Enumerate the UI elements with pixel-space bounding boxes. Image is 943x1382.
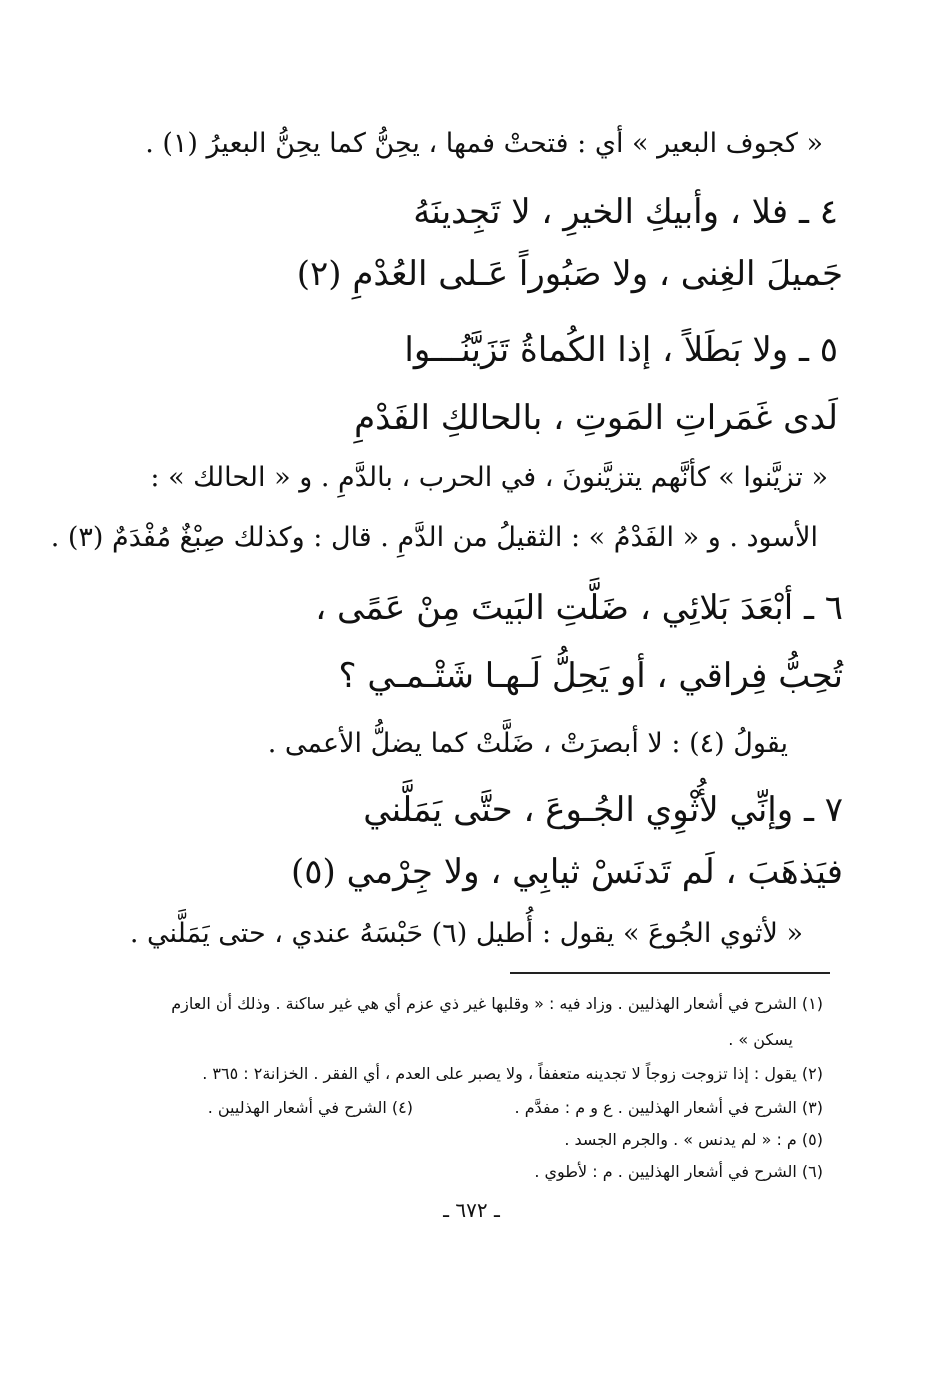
verse-6-first-half: ٦ ـ أبْعَدَ بَلائِي ، ضَلَّتِ البَيتَ مِنْ عَمًى ، <box>315 588 843 628</box>
commentary-line-2: « تزيَّنوا » كأنَّهم يتزيَّنونَ ، في الحرب ، بالدَّمِ . و « الحالك » : <box>150 462 828 493</box>
verse-6-second-half: تُحِبُّ فِراقي ، أو يَحِلُّ لَـهـا شَتْـمـي ؟ <box>338 656 843 696</box>
footnote-separator <box>510 972 830 974</box>
verse-7-second-half: فيَذهَبَ ، لَم تَدنَسْ ثيابِي ، ولا جِرْمي (٥) <box>290 852 843 892</box>
verse-4-second-half: جَميلَ الغِنى ، ولا صَبُوراً عَـلى العُدْمِ (٢) <box>296 254 843 294</box>
commentary-line-4: يقولُ (٤) : لا أبصرَتْ ، ضَلَّتْ كما يضلُّ الأعمى . <box>267 728 788 759</box>
verse-7-first-half: ٧ ـ وإنِّي لأُثْوِي الجُـوعَ ، حتَّى يَمَلَّني <box>363 790 843 830</box>
page-number: ـ ٦٧٢ ـ <box>443 1198 500 1222</box>
footnote-6: (٦) الشرح في أشعار الهذليين . م : لأطوي . <box>534 1162 823 1181</box>
footnote-1: (١) الشرح في أشعار الهذليين . وزاد فيه : « وقلبها غير ذي عزم أي هي غير ساكنة . وذلك أن العازم <box>171 994 823 1013</box>
commentary-line-1: « كجوف البعير » أي : فتحتْ فمها ، يحِنُّ كما يحِنُّ البعيرُ (١) . <box>145 128 823 159</box>
verse-5-second-half: لَدى غَمَراتِ المَوتِ ، بالحالكِ الفَدْمِ <box>354 398 838 438</box>
verse-5-first-half: ٥ ـ ولا بَطَلاً ، إذا الكُماةُ تَزَيَّنُـــوا <box>404 330 838 370</box>
footnote-4: (٤) الشرح في أشعار الهذليين . <box>207 1098 413 1117</box>
verse-4-first-half: ٤ ـ فلا ، وأبيكِ الخيرِ ، لا تَجِدينَهُ <box>413 192 838 232</box>
footnote-1-continuation: يسكن » . <box>728 1030 793 1049</box>
commentary-line-3: الأسود . و « الفَدْمُ » : الثقيلُ من الدَّمِ . قال : وكذلك صِبْغٌ مُفْدَمٌ (٣) . <box>50 522 818 553</box>
footnote-2: (٢) يقول : إذا تزوجت زوجاً لا تجدينه متعففاً ، ولا يصبر على العدم ، أي الفقر . الخزانة٢ : ٣٦٥ . <box>202 1064 823 1083</box>
footnote-3: (٣) الشرح في أشعار الهذليين . ع و م : مفدَّم . <box>514 1098 823 1117</box>
commentary-line-5: « لأثوي الجُوعَ » يقول : أُطيل (٦) حَبْسَهُ عندي ، حتى يَمَلَّني . <box>129 918 803 949</box>
footnote-5: (٥) م : « لم يدنس » . والجرم الجسد . <box>564 1130 823 1149</box>
